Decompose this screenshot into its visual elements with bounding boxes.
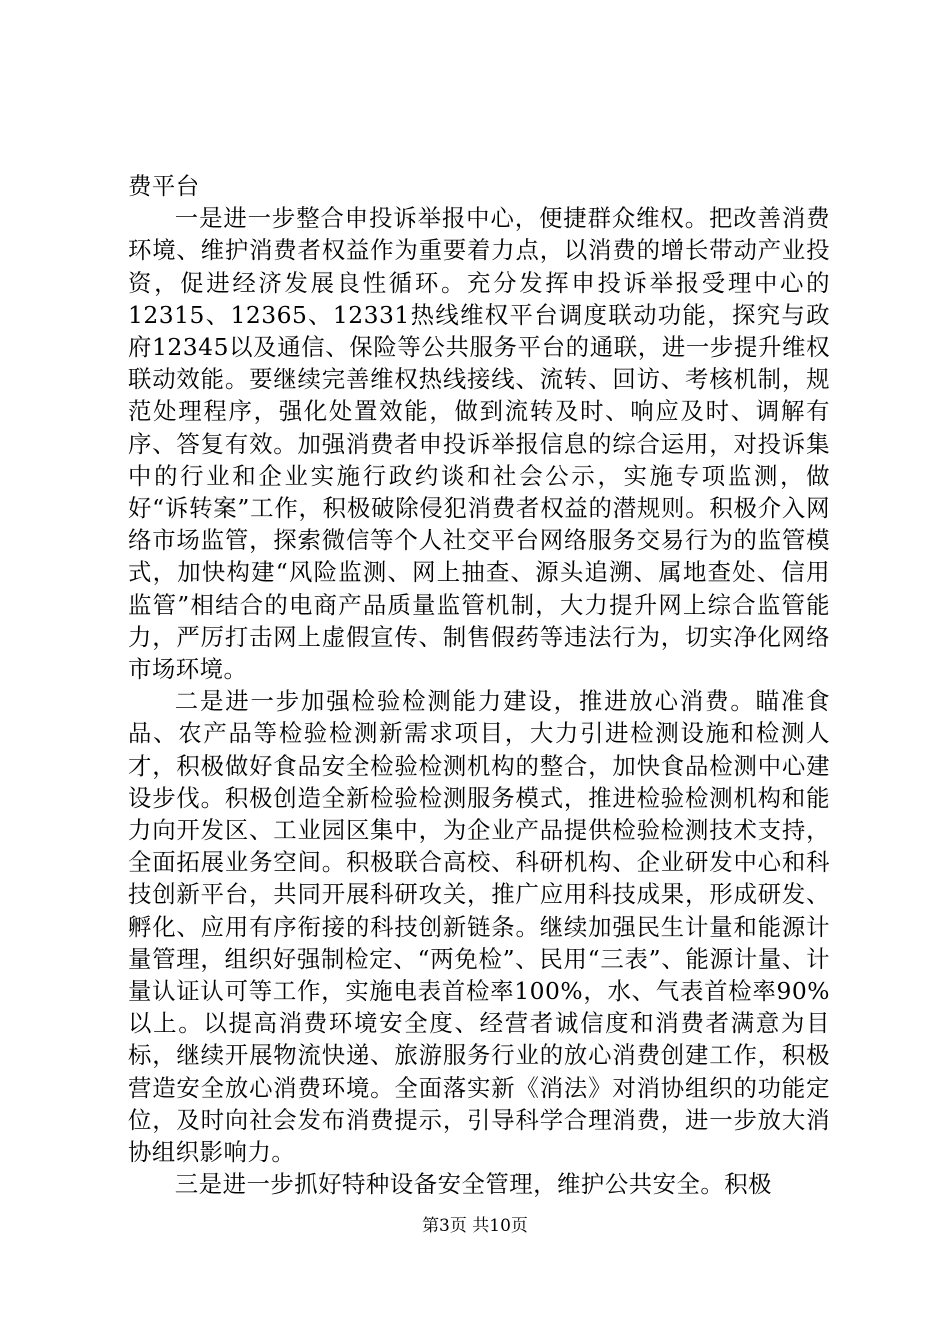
paragraph-complaint-center: 一是进一步整合申投诉举报中心，便捷群众维权。把改善消费环境、维护消费者权益作为重要着力点，以消费的增长带动产业投资，促进经济发展良性循环。充分发挥申投诉举报受理中心的12315、12365、12331热线维权平台调度联动功能，探究与政府12345以及通信、保险等公共服务平台的通联，进一步提升维权联动效能。要继续完善维权热线接线、流转、回访、考核机制，规范处理程序，强化处置效能，做到流转及时、响应及时、调解有序、答复有效。加强消费者申投诉举报信息的综合运用，对投诉集中的行业和企业实施行政约谈和社会公示，实施专项监测，做好“诉转案”工作，积极破除侵犯消费者权益的潜规则。积极介入网络市场监管，探索微信等个人社交平台网络服务交易行为的监管模式，加快构建“风险监测、网上抽查、源头追溯、属地查处、信用监管”相结合的电商产品质量监管机制，大力提升网上综合监管能力，严厉打击网上虚假宣传、制售假药等违法行为，切实净化网络市场环境。 [128,204,830,684]
paragraph-continuation: 费平台 [128,172,200,200]
page-footer: 第3页 共10页 [422,1216,528,1236]
document-body [128,170,830,1201]
paragraph-inspection-testing: 二是进一步加强检验检测能力建设，推进放心消费。瞄准食品、农产品等检验检测新需求项目，大力引进检测设施和检测人才，积极做好食品安全检验检测机构的整合，加快食品检测中心建设步伐。积极创造全新检验检测服务模式，推进检验检测机构和能力向开发区、工业园区集中，为企业产品提供检验检测技术支持，全面拓展业务空间。积极联合高校、科研机构、企业研发中心和科技创新平台，共同开展科研攻关，推广应用科技成果，形成研发、孵化、应用有序衔接的科技创新链条。继续加强民生计量和能源计量管理，组织好强制检定、“两免检”、民用“三表”、能源计量、计量认证认可等工作，实施电表首检率100%，水、气表首检率90%以上。以提高消费环境安全度、经营者诚信度和消费者满意为目标，继续开展物流快递、旅游服务行业的放心消费创建工作，积极营造安全放心消费环境。全面落实新《消法》对消协组织的功能定位，及时向社会发布消费提示，引导科学合理消费，进一步放大消协组织影响力。 [128,687,830,1167]
paragraph-special-equipment: 三是进一步抓好特种设备安全管理，维护公共安全。积极 [174,1170,773,1199]
